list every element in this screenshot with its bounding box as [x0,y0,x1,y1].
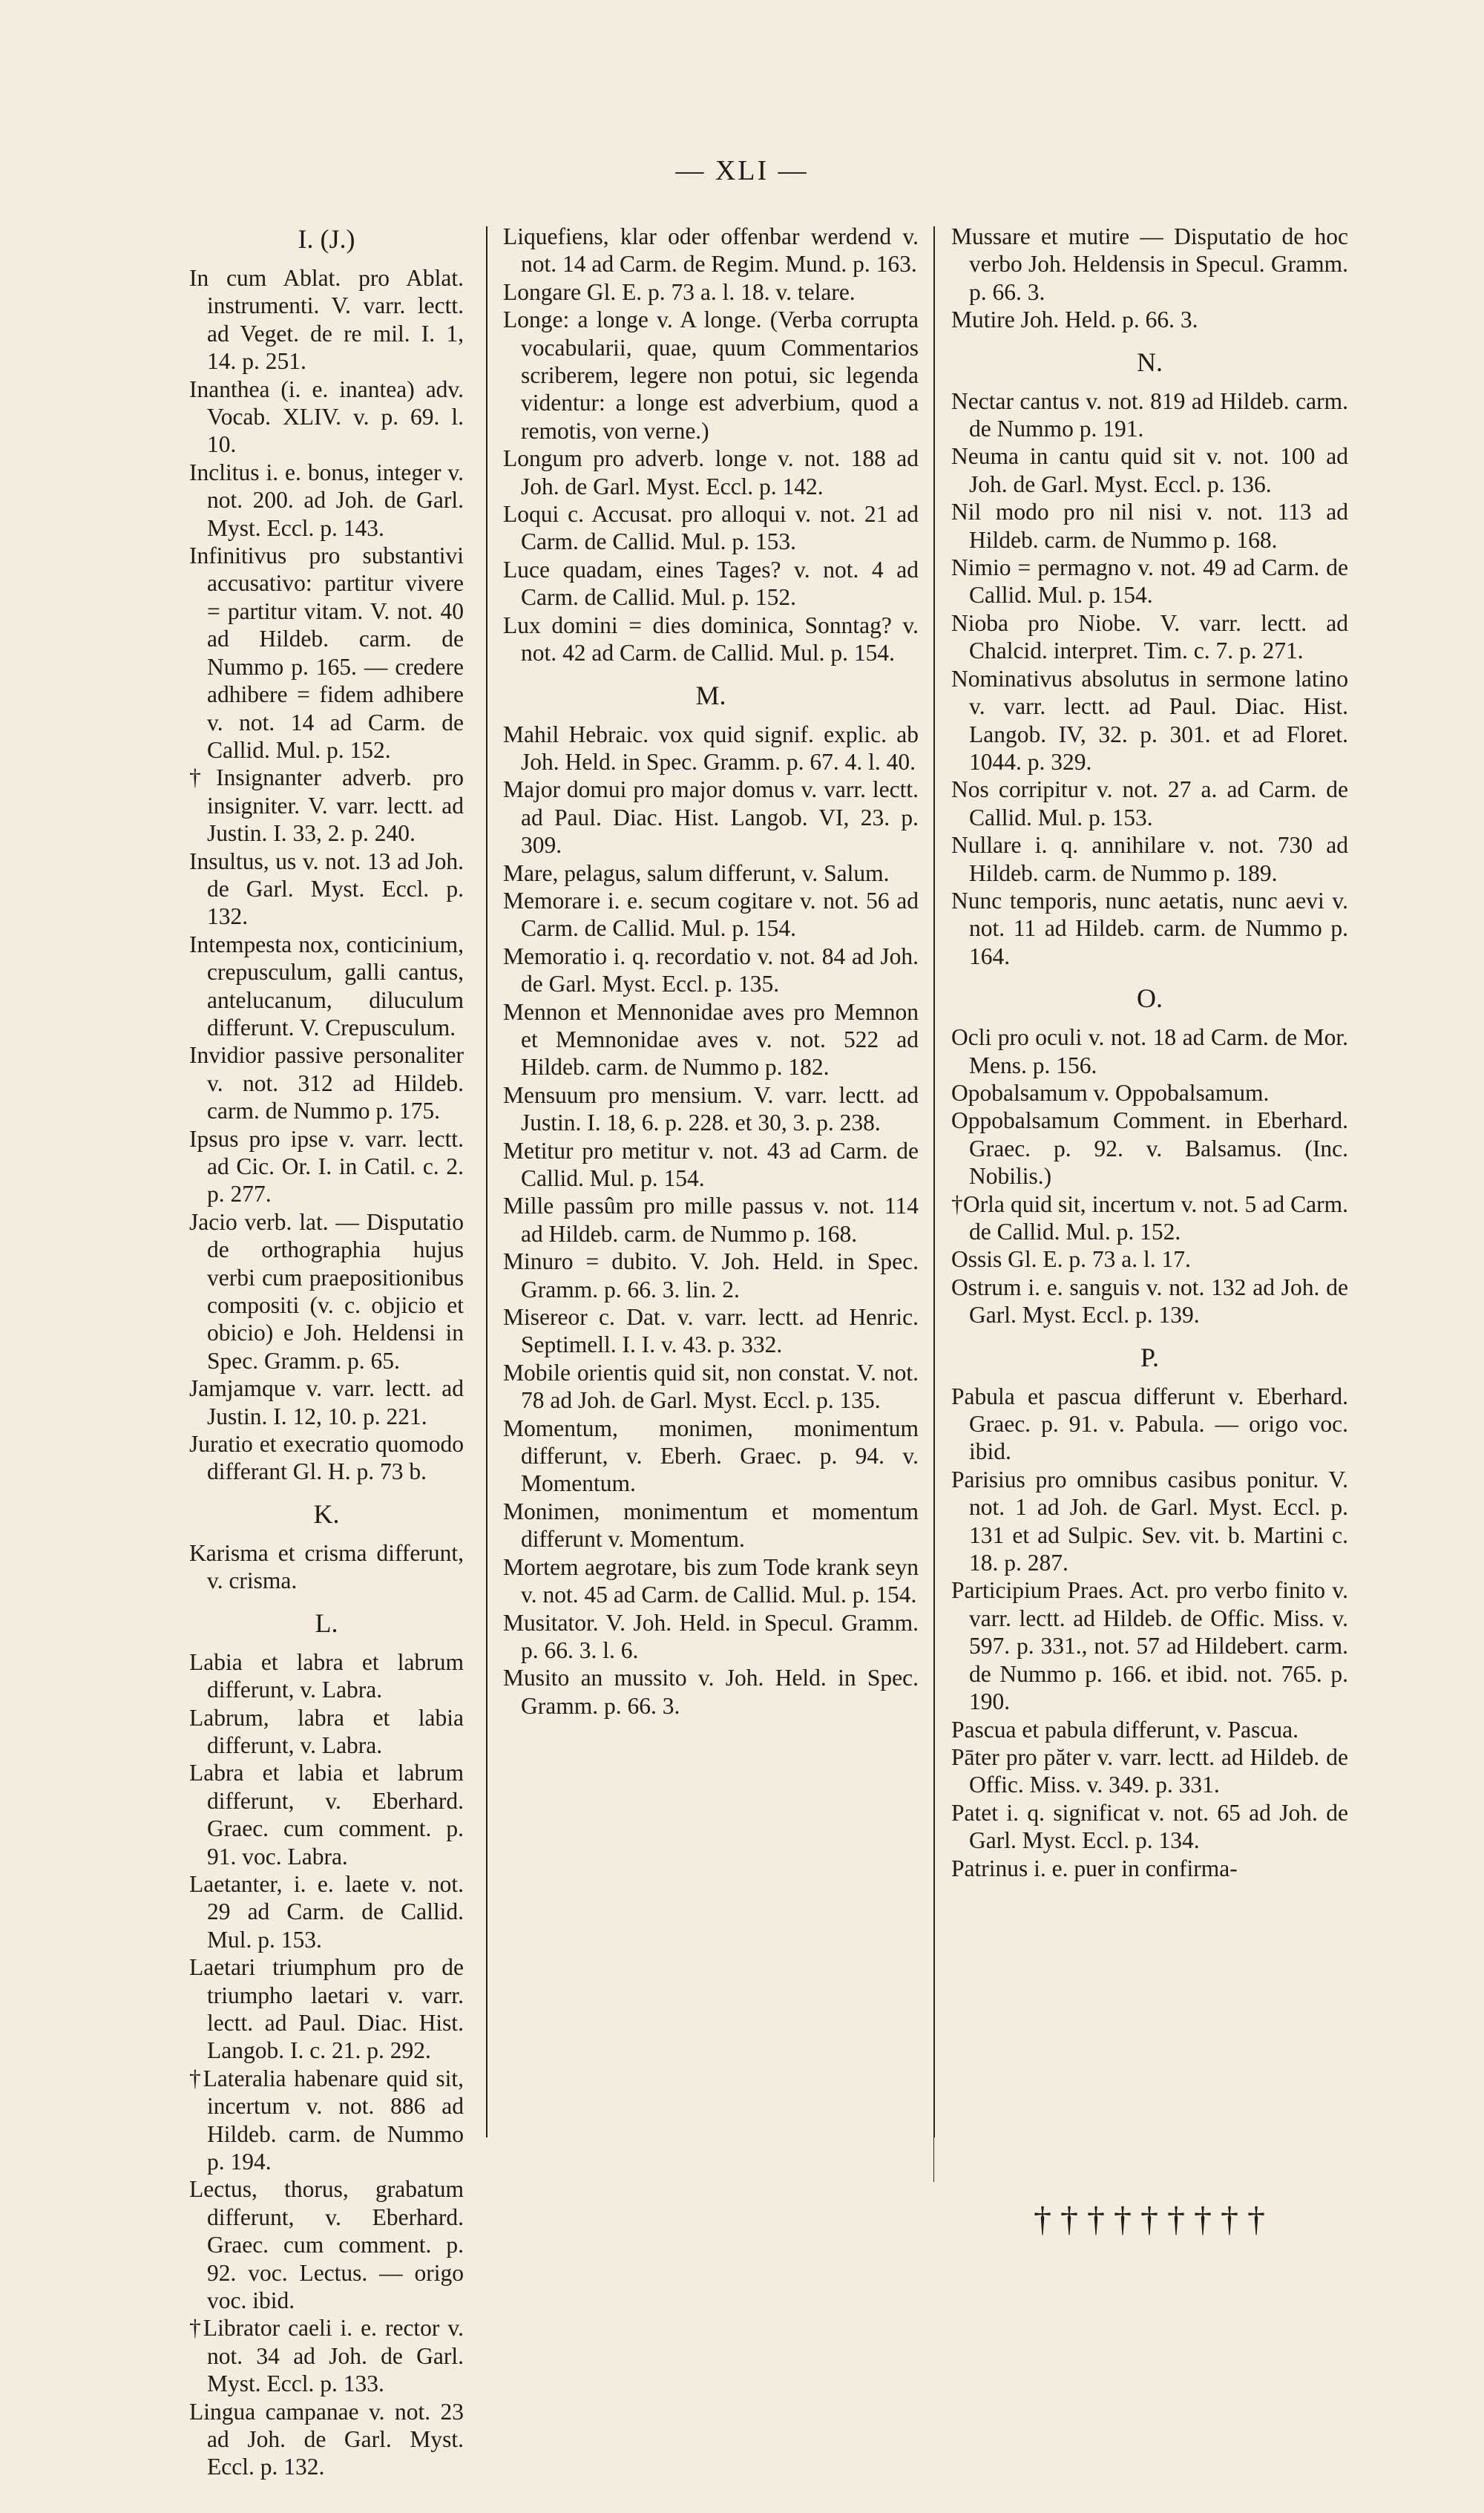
index-entry: Memoratio i. q. recordatio v. not. 84 ad Joh. de Garl. Myst. Eccl. p. 135. [503,943,919,997]
index-entry: Ossis Gl. E. p. 73 a. l. 17. [951,1246,1191,1273]
letter-heading: K. [313,1498,340,1529]
index-entry: Laetanter, i. e. laete v. not. 29 ad Carm. de Callid. Mul. p. 153. [189,1870,464,1953]
index-entry: Pascua et pabula differunt, v. Pascua. [951,1716,1298,1743]
index-entry: Laetari triumphum pro de triumpho laetari v. varr. lectt. ad Paul. Diac. Hist. Langob. I. c. 21. p. 292. [189,1954,464,2064]
index-entry: Juratio et execratio quomodo differant Gl. H. p. 73 b. [189,1431,464,1485]
index-entry: Mahil Hebraic. vox quid signif. explic. ab Joh. Held. in Spec. Gramm. p. 67. 4. l. 40. [503,721,919,775]
index-entry: Monimen, monimentum et momentum differunt v. Momentum. [503,1498,919,1553]
index-entry: Mille passûm pro mille passus v. not. 114 ad Hildeb. carm. de Nummo p. 168. [503,1193,919,1247]
index-entry: Mare, pelagus, salum differunt, v. Salum. [503,859,890,886]
index-entry: Mutire Joh. Held. p. 66. 3. [951,307,1198,333]
index-entry: Pabula et pascua differunt v. Eberhard. Graec. p. 91. v. Pabula. — origo voc. ibid. [951,1383,1348,1465]
index-entry: Pāter pro păter v. varr. lectt. ad Hildeb. de Offic. Miss. v. 349. p. 331. [951,1743,1348,1798]
index-entry: Insultus, us v. not. 13 ad Joh. de Garl. Myst. Eccl. p. 132. [189,848,464,930]
index-entry: Loqui c. Accusat. pro alloqui v. not. 21 ad Carm. de Callid. Mul. p. 153. [503,501,919,555]
index-entry: Nil modo pro nil nisi v. not. 113 ad Hildeb. carm. de Nummo p. 168. [951,499,1348,553]
index-entry: Lux domini = dies dominica, Sonntag? v. not. 42 ad Carm. de Callid. Mul. p. 154. [503,612,919,666]
index-entry: Oppobalsamum Comment. in Eberhard. Graec. p. 92. v. Balsamus. (Inc. Nobilis.) [951,1107,1348,1190]
index-column-1 [189,223,464,2481]
index-entry: Karisma et crisma differunt, v. crisma. [189,1539,464,1594]
index-entry: Infinitivus pro substantivi accusativo: partitur vivere = partitur vitam. V. not. 40 ad Hildeb. carm. de Nummo p. 165. — credere adhibere = fidem adhibere v. not. 14 ad Carm. de Callid. Mul. p. 152. [189,543,464,763]
index-entry: Luce quadam, eines Tages? v. not. 4 ad Carm. de Callid. Mul. p. 152. [503,556,919,611]
end-of-section-crosses: ††††††††† [1034,2200,1274,2239]
index-entry: Musito an mussito v. Joh. Held. in Spec. Gramm. p. 66. 3. [503,1665,919,1719]
index-entry: †Insignanter adverb. pro insigniter. V. varr. lectt. ad Justin. I. 33, 2. p. 240. [189,764,464,847]
index-entry: Participium Praes. Act. pro verbo finito v. varr. lectt. ad Hildeb. de Offic. Miss. v. 597. p. 331., not. 57 ad Hildebert. carm. de Nummo p. 166. et ibid. not. 765. p. 190. [951,1577,1348,1715]
letter-heading: I. (J.) [298,224,355,254]
index-column-2 [503,223,919,1720]
index-entry: Mussare et mutire — Disputatio de hoc verbo Joh. Heldensis in Specul. Gramm. p. 66. 3. [951,223,1348,305]
index-entry: Metitur pro metitur v. not. 43 ad Carm. de Callid. Mul. p. 154. [503,1137,919,1191]
index-entry: Nos corripitur v. not. 27 a. ad Carm. de Callid. Mul. p. 153. [951,776,1348,830]
index-entry: Ocli pro oculi v. not. 18 ad Carm. de Mor. Mens. p. 156. [951,1024,1348,1078]
index-entry: Parisius pro omnibus casibus ponitur. V. not. 1 ad Joh. de Garl. Myst. Eccl. p. 131 et ad Sulpic. Sev. vit. b. Martini c. 18. p. 287. [951,1466,1348,1576]
index-entry: Longum pro adverb. longe v. not. 188 ad Joh. de Garl. Myst. Eccl. p. 142. [503,445,919,499]
index-entry: Patrinus i. e. puer in confirma- [951,1855,1238,1881]
index-entry: Labra et labia et labrum differunt, v. Eberhard. Graec. cum comment. p. 91. voc. Labra. [189,1760,464,1870]
index-column-3 [951,223,1348,1882]
index-entry: Ipsus pro ipse v. varr. lectt. ad Cic. Or. I. in Catil. c. 2. p. 277. [189,1125,464,1208]
index-entry: Minuro = dubito. V. Joh. Held. in Spec. Gramm. p. 66. 3. lin. 2. [503,1248,919,1303]
index-entry: Opobalsamum v. Oppobalsamum. [951,1079,1270,1106]
index-entry: Misereor c. Dat. v. varr. lectt. ad Henric. Septimell. I. I. v. 43. p. 332. [503,1304,919,1358]
letter-heading: N. [1137,347,1163,377]
column-divider-left [486,226,487,2137]
index-entry: Nectar cantus v. not. 819 ad Hildeb. carm. de Nummo p. 191. [951,387,1348,442]
index-entry: Inanthea (i. e. inantea) adv. Vocab. XLIV. v. p. 69. l. 10. [189,376,464,458]
index-entry: Nunc temporis, nunc aetatis, nunc aevi v. not. 11 ad Hildeb. carm. de Nummo p. 164. [951,887,1348,969]
index-entry: †Librator caeli i. e. rector v. not. 34 ad Joh. de Garl. Myst. Eccl. p. 133. [189,2315,464,2397]
index-entry: Nioba pro Niobe. V. varr. lectt. ad Chalcid. interpret. Tim. c. 7. p. 271. [951,609,1348,664]
index-entry: Mobile orientis quid sit, non constat. V. not. 78 ad Joh. de Garl. Myst. Eccl. p. 135. [503,1359,919,1414]
index-entry: Nullare i. q. annihilare v. not. 730 ad Hildeb. carm. de Nummo p. 189. [951,832,1348,886]
letter-heading: M. [695,680,726,710]
index-entry: Mennon et Mennonidae aves pro Memnon et Memnonidae aves v. not. 522 ad Hildeb. carm. de Nummo p. 182. [503,998,919,1081]
index-entry: Patet i. q. significat v. not. 65 ad Joh. de Garl. Myst. Eccl. p. 134. [951,1799,1348,1854]
index-entry: †Lateralia habenare quid sit, incertum v. not. 886 ad Hildeb. carm. de Nummo p. 194. [189,2065,464,2175]
index-entry: Jamjamque v. varr. lectt. ad Justin. I. 12, 10. p. 221. [189,1375,464,1429]
index-entry: Nominativus absolutus in sermone latino v. varr. lectt. ad Paul. Diac. Hist. Langob. IV, 32. p. 301. et ad Floret. 1044. p. 329. [951,665,1348,775]
index-entry: Longe: a longe v. A longe. (Verba corrupta vocabularii, quae, quum Commentarios scriberem, legere non potui, sic legenda videntur: a longe est adverbium, quod a remotis, von verne.) [503,307,919,444]
index-entry: Labia et labra et labrum differunt, v. Labra. [189,1648,464,1703]
index-entry: Lingua campanae v. not. 23 ad Joh. de Garl. Myst. Eccl. p. 132. [189,2398,464,2480]
letter-heading: O. [1137,983,1163,1014]
column-divider-right [933,226,935,2137]
index-entry: Lectus, thorus, grabatum differunt, v. Eberhard. Graec. cum comment. p. 92. voc. Lectus. — origo voc. ibid. [189,2176,464,2314]
index-entry: Liquefiens, klar oder offenbar werdend v. not. 14 ad Carm. de Regim. Mund. p. 163. [503,223,919,278]
index-entry: Major domui pro major domus v. varr. lectt. ad Paul. Diac. Hist. Langob. VI, 23. p. 309. [503,776,919,859]
index-entry: Ostrum i. e. sanguis v. not. 132 ad Joh. de Garl. Myst. Eccl. p. 139. [951,1274,1348,1328]
column-divider-right-tail [933,2137,934,2182]
index-entry: Musitator. V. Joh. Held. in Specul. Gramm. p. 66. 3. l. 6. [503,1609,919,1663]
index-entry: Momentum, monimen, monimentum differunt, v. Eberh. Graec. p. 94. v. Momentum. [503,1415,919,1497]
letter-heading: L. [315,1608,338,1638]
index-entry: Nimio = permagno v. not. 49 ad Carm. de Callid. Mul. p. 154. [951,554,1348,609]
index-entry: Mensuum pro mensium. V. varr. lectt. ad Justin. I. 18, 6. p. 228. et 30, 3. p. 238. [503,1081,919,1136]
index-entry: Invidior passive personaliter v. not. 312 ad Hildeb. carm. de Nummo p. 175. [189,1042,464,1124]
index-entry: Longare Gl. E. p. 73 a. l. 18. v. telare. [503,278,856,305]
index-entry: In cum Ablat. pro Ablat. instrumenti. V. varr. lectt. ad Veget. de re mil. I. 1, 14. p. 251. [189,265,464,375]
index-entry: Inclitus i. e. bonus, integer v. not. 200. ad Joh. de Garl. Myst. Eccl. p. 143. [189,459,464,541]
index-entry: †Orla quid sit, incertum v. not. 5 ad Carm. de Callid. Mul. p. 152. [951,1190,1348,1245]
index-entry: Labrum, labra et labia differunt, v. Labra. [189,1704,464,1758]
letter-heading: P. [1140,1342,1160,1372]
index-entry: Jacio verb. lat. — Disputatio de orthographia hujus verbi cum praepositionibus compositi (v. c. objicio et obicio) e Joh. Heldensi in Spec. Gramm. p. 65. [189,1208,464,1374]
index-entry: Intempesta nox, conticinium, crepusculum, galli cantus, antelucanum, diluculum differunt. V. Crepusculum. [189,931,464,1041]
index-entry: Memorare i. e. secum cogitare v. not. 56 ad Carm. de Callid. Mul. p. 154. [503,887,919,942]
page-number-header: — XLI — [675,155,809,186]
index-entry: Neuma in cantu quid sit v. not. 100 ad Joh. de Garl. Myst. Eccl. p. 136. [951,443,1348,497]
index-entry: Mortem aegrotare, bis zum Tode krank seyn v. not. 45 ad Carm. de Callid. Mul. p. 154. [503,1553,919,1608]
